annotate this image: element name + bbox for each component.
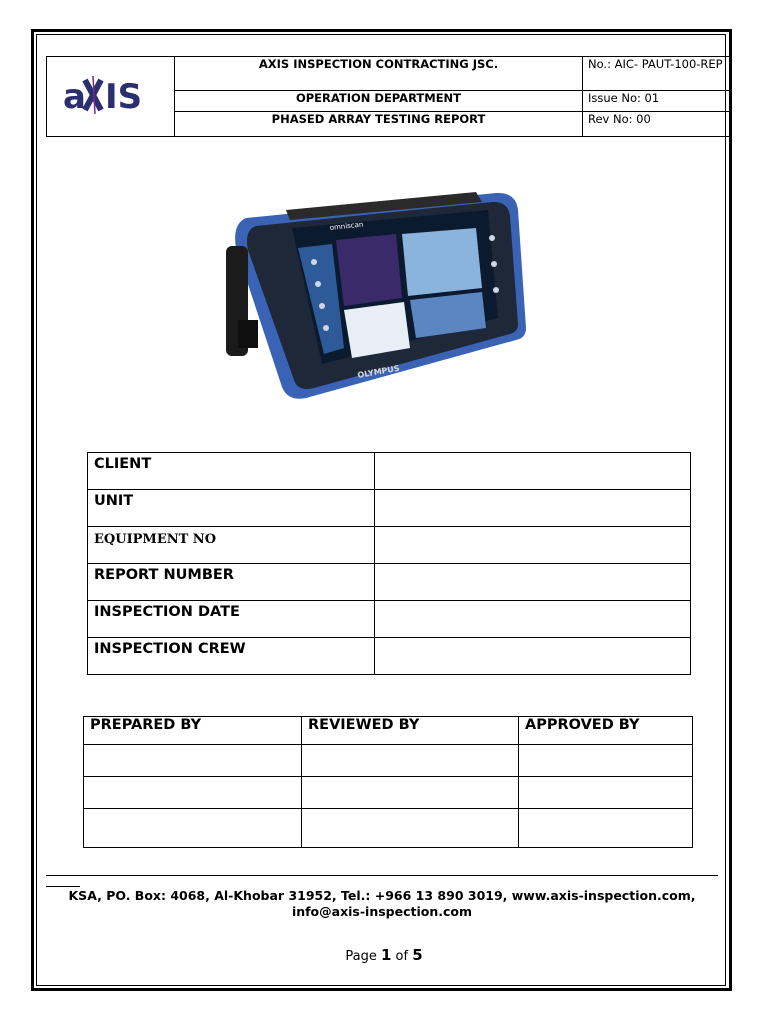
- approved-by-header: APPROVED BY: [519, 717, 693, 745]
- device-brand-label: OLYMPUS: [356, 363, 401, 380]
- department-name: OPERATION DEPARTMENT: [175, 91, 583, 111]
- info-row-inspection-crew: [88, 638, 691, 675]
- signature-cell[interactable]: [84, 809, 302, 848]
- footer-divider: [46, 875, 718, 876]
- info-value[interactable]: [375, 490, 691, 527]
- info-value[interactable]: [375, 453, 691, 490]
- doc-number: No.: AIC- PAUT-100-REP: [583, 57, 732, 91]
- page-prefix: Page: [345, 949, 377, 964]
- signature-cell[interactable]: [302, 745, 519, 777]
- prepared-by-header: PREPARED BY: [84, 717, 302, 745]
- info-label: INSPECTION CREW: [88, 638, 375, 675]
- info-value[interactable]: [375, 601, 691, 638]
- info-label: EQUIPMENT NO: [88, 527, 375, 564]
- info-value[interactable]: [375, 527, 691, 564]
- signature-cell[interactable]: [302, 809, 519, 848]
- info-label: CLIENT: [88, 453, 375, 490]
- axis-logo: [61, 70, 161, 120]
- signature-cell[interactable]: [84, 777, 302, 809]
- page-of: of: [395, 949, 409, 964]
- header-table: [46, 56, 732, 137]
- info-row-unit: [88, 490, 691, 527]
- page-number: [0, 946, 768, 964]
- info-row-client: [88, 453, 691, 490]
- info-label: UNIT: [88, 490, 375, 527]
- footer-divider-tail: [46, 886, 80, 887]
- page-total: 5: [412, 946, 423, 964]
- signature-cell[interactable]: [84, 745, 302, 777]
- signature-cell[interactable]: [519, 745, 693, 777]
- phased-array-device-image: [226, 188, 528, 402]
- signature-table: [83, 716, 693, 848]
- logo-cell: [47, 57, 175, 137]
- company-name: AXIS INSPECTION CONTRACTING JSC.: [175, 57, 583, 91]
- report-title: PHASED ARRAY TESTING REPORT: [175, 111, 583, 136]
- info-row-report-number: [88, 564, 691, 601]
- signature-cell[interactable]: [302, 777, 519, 809]
- signature-cell[interactable]: [519, 777, 693, 809]
- device-model-label: omniscan: [329, 220, 364, 232]
- footer-address: KSA, PO. Box: 4068, Al-Khobar 31952, Tel.: +966 13 890 3019, www.axis-inspection.com,: [68, 888, 696, 903]
- revision-number: Rev No: 00: [583, 111, 732, 136]
- report-info-table: [87, 452, 691, 675]
- info-label: INSPECTION DATE: [88, 601, 375, 638]
- signature-cell[interactable]: [519, 809, 693, 848]
- issue-number: Issue No: 01: [583, 91, 732, 111]
- info-value[interactable]: [375, 638, 691, 675]
- footer-contact: [46, 888, 718, 920]
- info-label: REPORT NUMBER: [88, 564, 375, 601]
- reviewed-by-header: REVIEWED BY: [302, 717, 519, 745]
- info-row-inspection-date: [88, 601, 691, 638]
- footer-email: info@axis-inspection.com: [291, 904, 473, 919]
- info-value[interactable]: [375, 564, 691, 601]
- page-current: 1: [380, 946, 392, 964]
- info-row-equipment-no: [88, 527, 691, 564]
- svg-text:a: a: [62, 77, 86, 117]
- svg-text:IS: IS: [104, 77, 142, 117]
